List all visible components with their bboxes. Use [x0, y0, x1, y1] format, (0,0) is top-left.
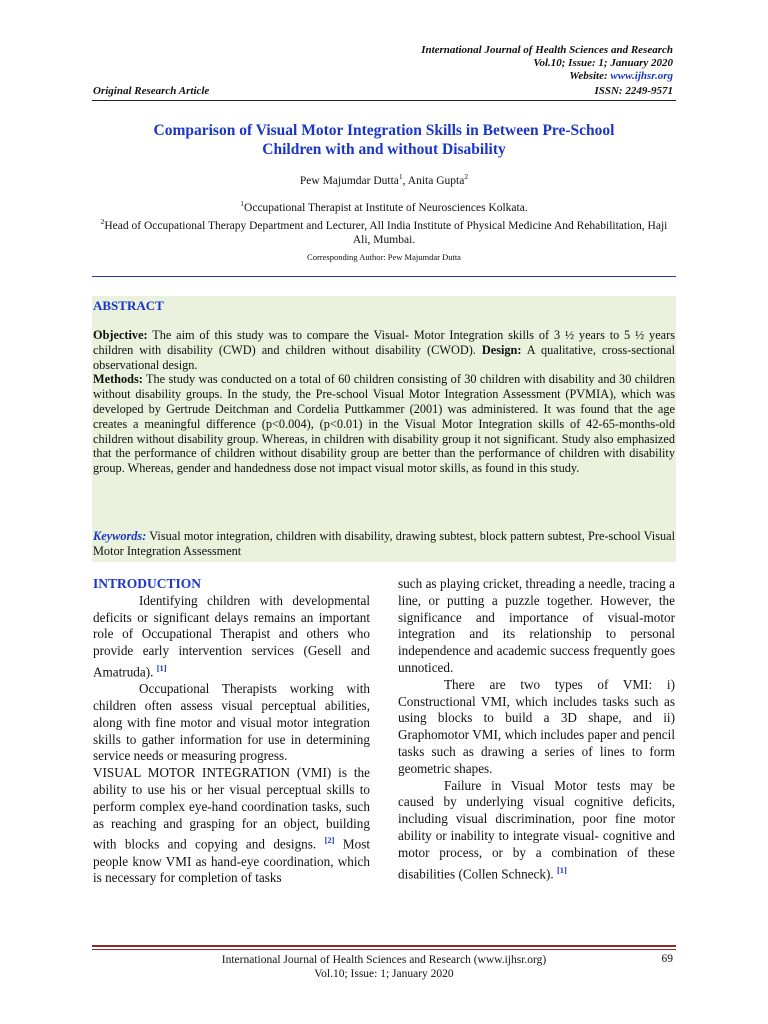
intro-p1-text: Identifying children with developmental deficits or significant delays remains an important role of Occupational Therapist and others who provide early intervention services (Gesell and Amatruda).	[93, 592, 370, 680]
author-sep: ,	[402, 174, 408, 187]
corresponding-author: Corresponding Author: Pew Majumdar Dutta	[307, 252, 461, 262]
intro-p3-text-a: VISUAL MOTOR INTEGRATION (VMI) is the ability to use his or her visual perceptual skills to perform complex eye-hand coordination tasks, such as reaching and grasping for an object, building with blocks and copying and designs.	[93, 765, 370, 852]
design-label: Design:	[481, 342, 522, 357]
paper-title	[92, 121, 676, 159]
abstract-body	[93, 328, 675, 476]
keywords	[93, 529, 675, 559]
introduction-heading: INTRODUCTION	[93, 576, 202, 591]
keywords-label: Keywords:	[93, 529, 147, 543]
column-left	[93, 576, 370, 887]
issn: ISSN: 2249-9571	[594, 85, 673, 97]
intro-p6-text: Failure in Visual Motor tests may be caused by underlying visual cognitive deficits, including visual discrimination, poor fine motor ability or inability to integrate visual- cognitive and motor process, or by a combination of these disabilities (Collen Schneck).	[398, 777, 675, 881]
affiliation-1-sup: 1	[240, 199, 245, 208]
design-text: A qualitative, cross-sectional observational design.	[93, 342, 675, 372]
authors	[92, 172, 676, 187]
affiliation-1	[92, 197, 676, 215]
footer-volume: Vol.10; Issue: 1; January 2020	[314, 968, 454, 980]
journal-name: International Journal of Health Sciences and Research	[421, 44, 673, 56]
affiliation-2-text: Head of Occupational Therapy Department and Lecturer, All India Institute of Physical Medicine And Rehabilitation, Haji Ali, Mumbai.	[104, 219, 668, 246]
footer	[92, 953, 676, 981]
page-number: 69	[661, 953, 673, 965]
author-1: Pew Majumdar Dutta	[299, 174, 399, 187]
title-line-2: Children with and without Disability	[262, 141, 506, 158]
intro-paragraph-5: There are two types of VMI: i) Constructional VMI, which includes tasks such as using blocks to build a 3D shape, and ii) Graphomotor VMI, which includes paper and pencil tasks such as drawing a series of lines to form geometric shapes.	[398, 676, 675, 776]
affiliations	[92, 197, 676, 247]
title-rule	[92, 276, 676, 277]
journal-volume: Vol.10; Issue: 1; January 2020	[533, 57, 673, 69]
objective-label: Objective:	[93, 328, 148, 342]
footer-rule-thick	[92, 945, 676, 947]
citation-ref[interactable]: [1]	[556, 864, 567, 875]
website-link[interactable]: www.ijhsr.org	[610, 70, 673, 82]
abstract-box	[92, 296, 676, 562]
affiliation-2	[92, 215, 676, 247]
citation-ref[interactable]: [1]	[156, 662, 167, 673]
intro-paragraph-3	[93, 765, 370, 887]
abstract-methods	[93, 372, 675, 476]
abstract-heading: ABSTRACT	[93, 298, 164, 313]
footer-rule-thin	[92, 949, 676, 950]
column-right	[398, 576, 675, 883]
affiliation-1-text: Occupational Therapist at Institute of Neurosciences Kolkata.	[244, 201, 528, 214]
objective-text: The aim of this study was to compare the Visual- Motor Integration skills of 3 ½ years to 5 ½ years children with disability (CWD) and children without disability (CWOD).	[93, 328, 675, 357]
affiliation-2-sup: 2	[100, 216, 105, 226]
author-1-sup: 1	[398, 172, 403, 181]
intro-paragraph-1	[93, 593, 370, 681]
intro-paragraph-6	[398, 778, 675, 883]
intro-paragraph-4: such as playing cricket, threading a needle, tracing a line, or putting a puzzle together. However, the significance and importance of visual-motor integration and its relationship to personal independence and academic success frequently goes unnoticed.	[398, 576, 675, 675]
methods-text: The study was conducted on a total of 60 children consisting of 30 children with disability and 30 children without disability groups. In the study, the Pre-school Visual Motor Integration Assessment (PVMIA), which was developed by Gertrude Deitchman and Cordelia Puttkammer (2001) was administered. It was found that the age creates a meaningful difference (p<0.004), (p<0.01) in the Visual Motor Integration skills of 42-65-months-old children without disability group. Whereas, in children with disability group it not significant. Study also emphasized that the performance of children without disability group are better than the performance of children with disability group. Whereas, gender and handedness dose not impact visual motor skills, as found in this study.	[93, 372, 675, 476]
intro-p3-text-b: Most people know VMI as hand-eye coordination, which is necessary for completion of tasks	[93, 836, 370, 886]
citation-ref[interactable]: [2]	[324, 835, 335, 846]
title-line-1: Comparison of Visual Motor Integration Skills in Between Pre-School	[153, 122, 615, 139]
header-rule	[92, 100, 676, 101]
article-type: Original Research Article	[93, 85, 210, 97]
keywords-text: Visual motor integration, children with disability, drawing subtest, block pattern subtest, Pre-school Visual Motor Integration Assessment	[93, 529, 675, 558]
author-2-sup: 2	[464, 172, 469, 181]
intro-paragraph-2: Occupational Therapists working with children often assess visual perceptual abilities, along with fine motor and visual motor integration skills to gather information for use in determining service needs or measuring progress.	[93, 681, 370, 764]
footer-journal: International Journal of Health Sciences and Research (www.ijhsr.org)	[221, 954, 547, 966]
author-2: Anita Gupta	[407, 174, 465, 187]
abstract-objective	[93, 328, 675, 372]
website-label: Website:	[569, 70, 611, 82]
journal-website	[569, 70, 673, 83]
methods-label: Methods:	[93, 372, 143, 387]
